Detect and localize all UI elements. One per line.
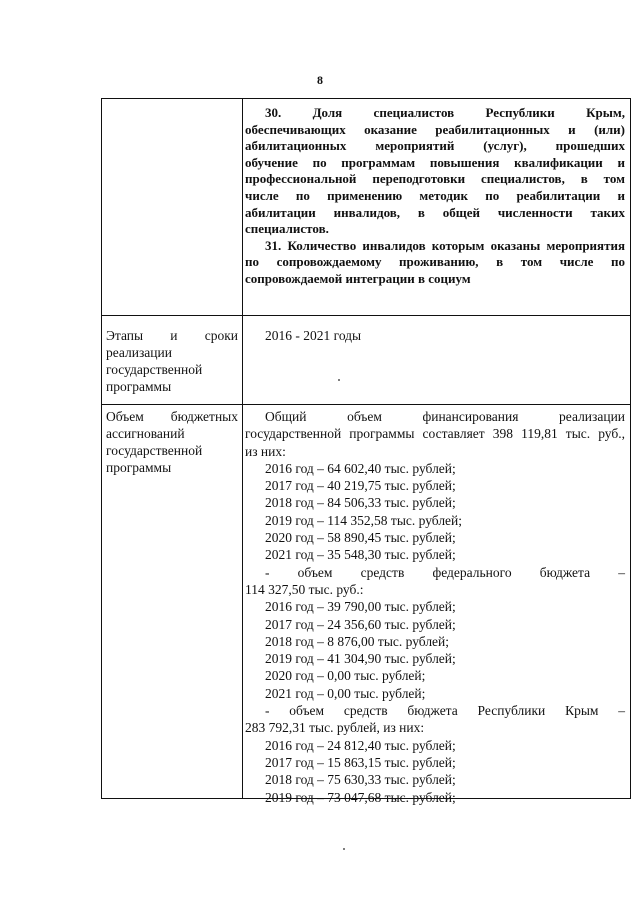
- item-31-line: по сопровождаемому проживанию, в том числе по: [245, 254, 625, 270]
- crimea-total: 283 792,31 тыс. рублей, из них:: [245, 720, 425, 736]
- total-year-line: 2021 год – 35 548,30 тыс. рублей;: [265, 547, 456, 563]
- federal-year-line: 2016 год – 39 790,00 тыс. рублей;: [265, 599, 456, 615]
- item-30-line: специалистов.: [245, 221, 329, 237]
- scan-speck: [338, 379, 340, 381]
- crimea-year-line: 2018 год – 75 630,33 тыс. рублей;: [265, 772, 456, 788]
- budget-label: Объем бюджетных ассигнований государственной программы: [106, 409, 238, 475]
- passport-table: [101, 98, 631, 805]
- federal-line: - объем средств федерального бюджета –: [265, 564, 625, 580]
- federal-year-line: 2019 год – 41 304,90 тыс. рублей;: [265, 651, 456, 667]
- stages-label-line1: Этапы и сроки: [106, 328, 239, 343]
- crimea-year-line: 2019 год – 73 047,68 тыс. рублей;: [265, 789, 456, 805]
- row-divider: [102, 404, 630, 405]
- row-divider: [102, 315, 630, 316]
- stages-value: 2016 - 2021 годы: [265, 328, 362, 343]
- crimea-year-line: 2017 год – 15 863,15 тыс. рублей;: [265, 754, 456, 770]
- total-year-line: 2016 год – 64 602,40 тыс. рублей;: [265, 460, 456, 476]
- budget-value: [245, 408, 625, 806]
- item-31-line: 31. Количество инвалидов которым оказаны мероприятия: [265, 237, 625, 253]
- scan-speck: [343, 848, 345, 850]
- item-30-line: обеспечивающих оказание реабилитационных и (или): [245, 121, 625, 137]
- crimea-line: - объем средств бюджета Республики Крым –: [265, 703, 625, 719]
- page-number: 8: [317, 73, 323, 87]
- intro-line: государственной программы составляет 398 119,81 тыс. руб.,: [245, 426, 625, 442]
- intro-line: из них:: [245, 443, 286, 459]
- crimea-year-line: 2016 год – 24 812,40 тыс. рублей;: [265, 737, 456, 753]
- total-year-line: 2017 год – 40 219,75 тыс. рублей;: [265, 478, 456, 494]
- federal-year-line: 2021 год – 0,00 тыс. рублей;: [265, 685, 426, 701]
- item-30-line: числе по применению методик по реабилитации и: [245, 187, 625, 203]
- total-year-line: 2020 год – 58 890,45 тыс. рублей;: [265, 530, 456, 546]
- federal-year-line: 2020 год – 0,00 тыс. рублей;: [265, 668, 426, 684]
- federal-total: 114 327,50 тыс. руб.:: [245, 581, 364, 597]
- stages-label: Этапы и сроки реализации государственной программы: [106, 328, 239, 394]
- intro-line: Общий объем финансирования реализации: [265, 409, 626, 424]
- item-30-line: абилитационных мероприятий (услуг), прошедших: [245, 138, 625, 154]
- item-30-line: абилитации инвалидов, в общей численности таких: [245, 204, 625, 220]
- federal-year-line: 2017 год – 24 356,60 тыс. рублей;: [265, 616, 456, 632]
- indicators-cell: [245, 105, 625, 288]
- item-30-line: 30. Доля специалистов Республики Крым,: [265, 105, 625, 120]
- total-year-line: 2019 год – 114 352,58 тыс. рублей;: [265, 512, 463, 528]
- item-31-line: сопровождаемой интеграции в социум: [245, 270, 471, 286]
- budget-label-line1: Объем бюджетных: [106, 409, 238, 424]
- federal-year-line: 2018 год – 8 876,00 тыс. рублей;: [265, 633, 450, 649]
- item-30-line: профессиональной переподготовки специалистов, в том: [245, 171, 625, 187]
- total-year-line: 2018 год – 84 506,33 тыс. рублей;: [265, 495, 456, 511]
- column-divider: [242, 99, 243, 798]
- item-30-line: обучение по программам повышения квалификации и: [245, 154, 625, 170]
